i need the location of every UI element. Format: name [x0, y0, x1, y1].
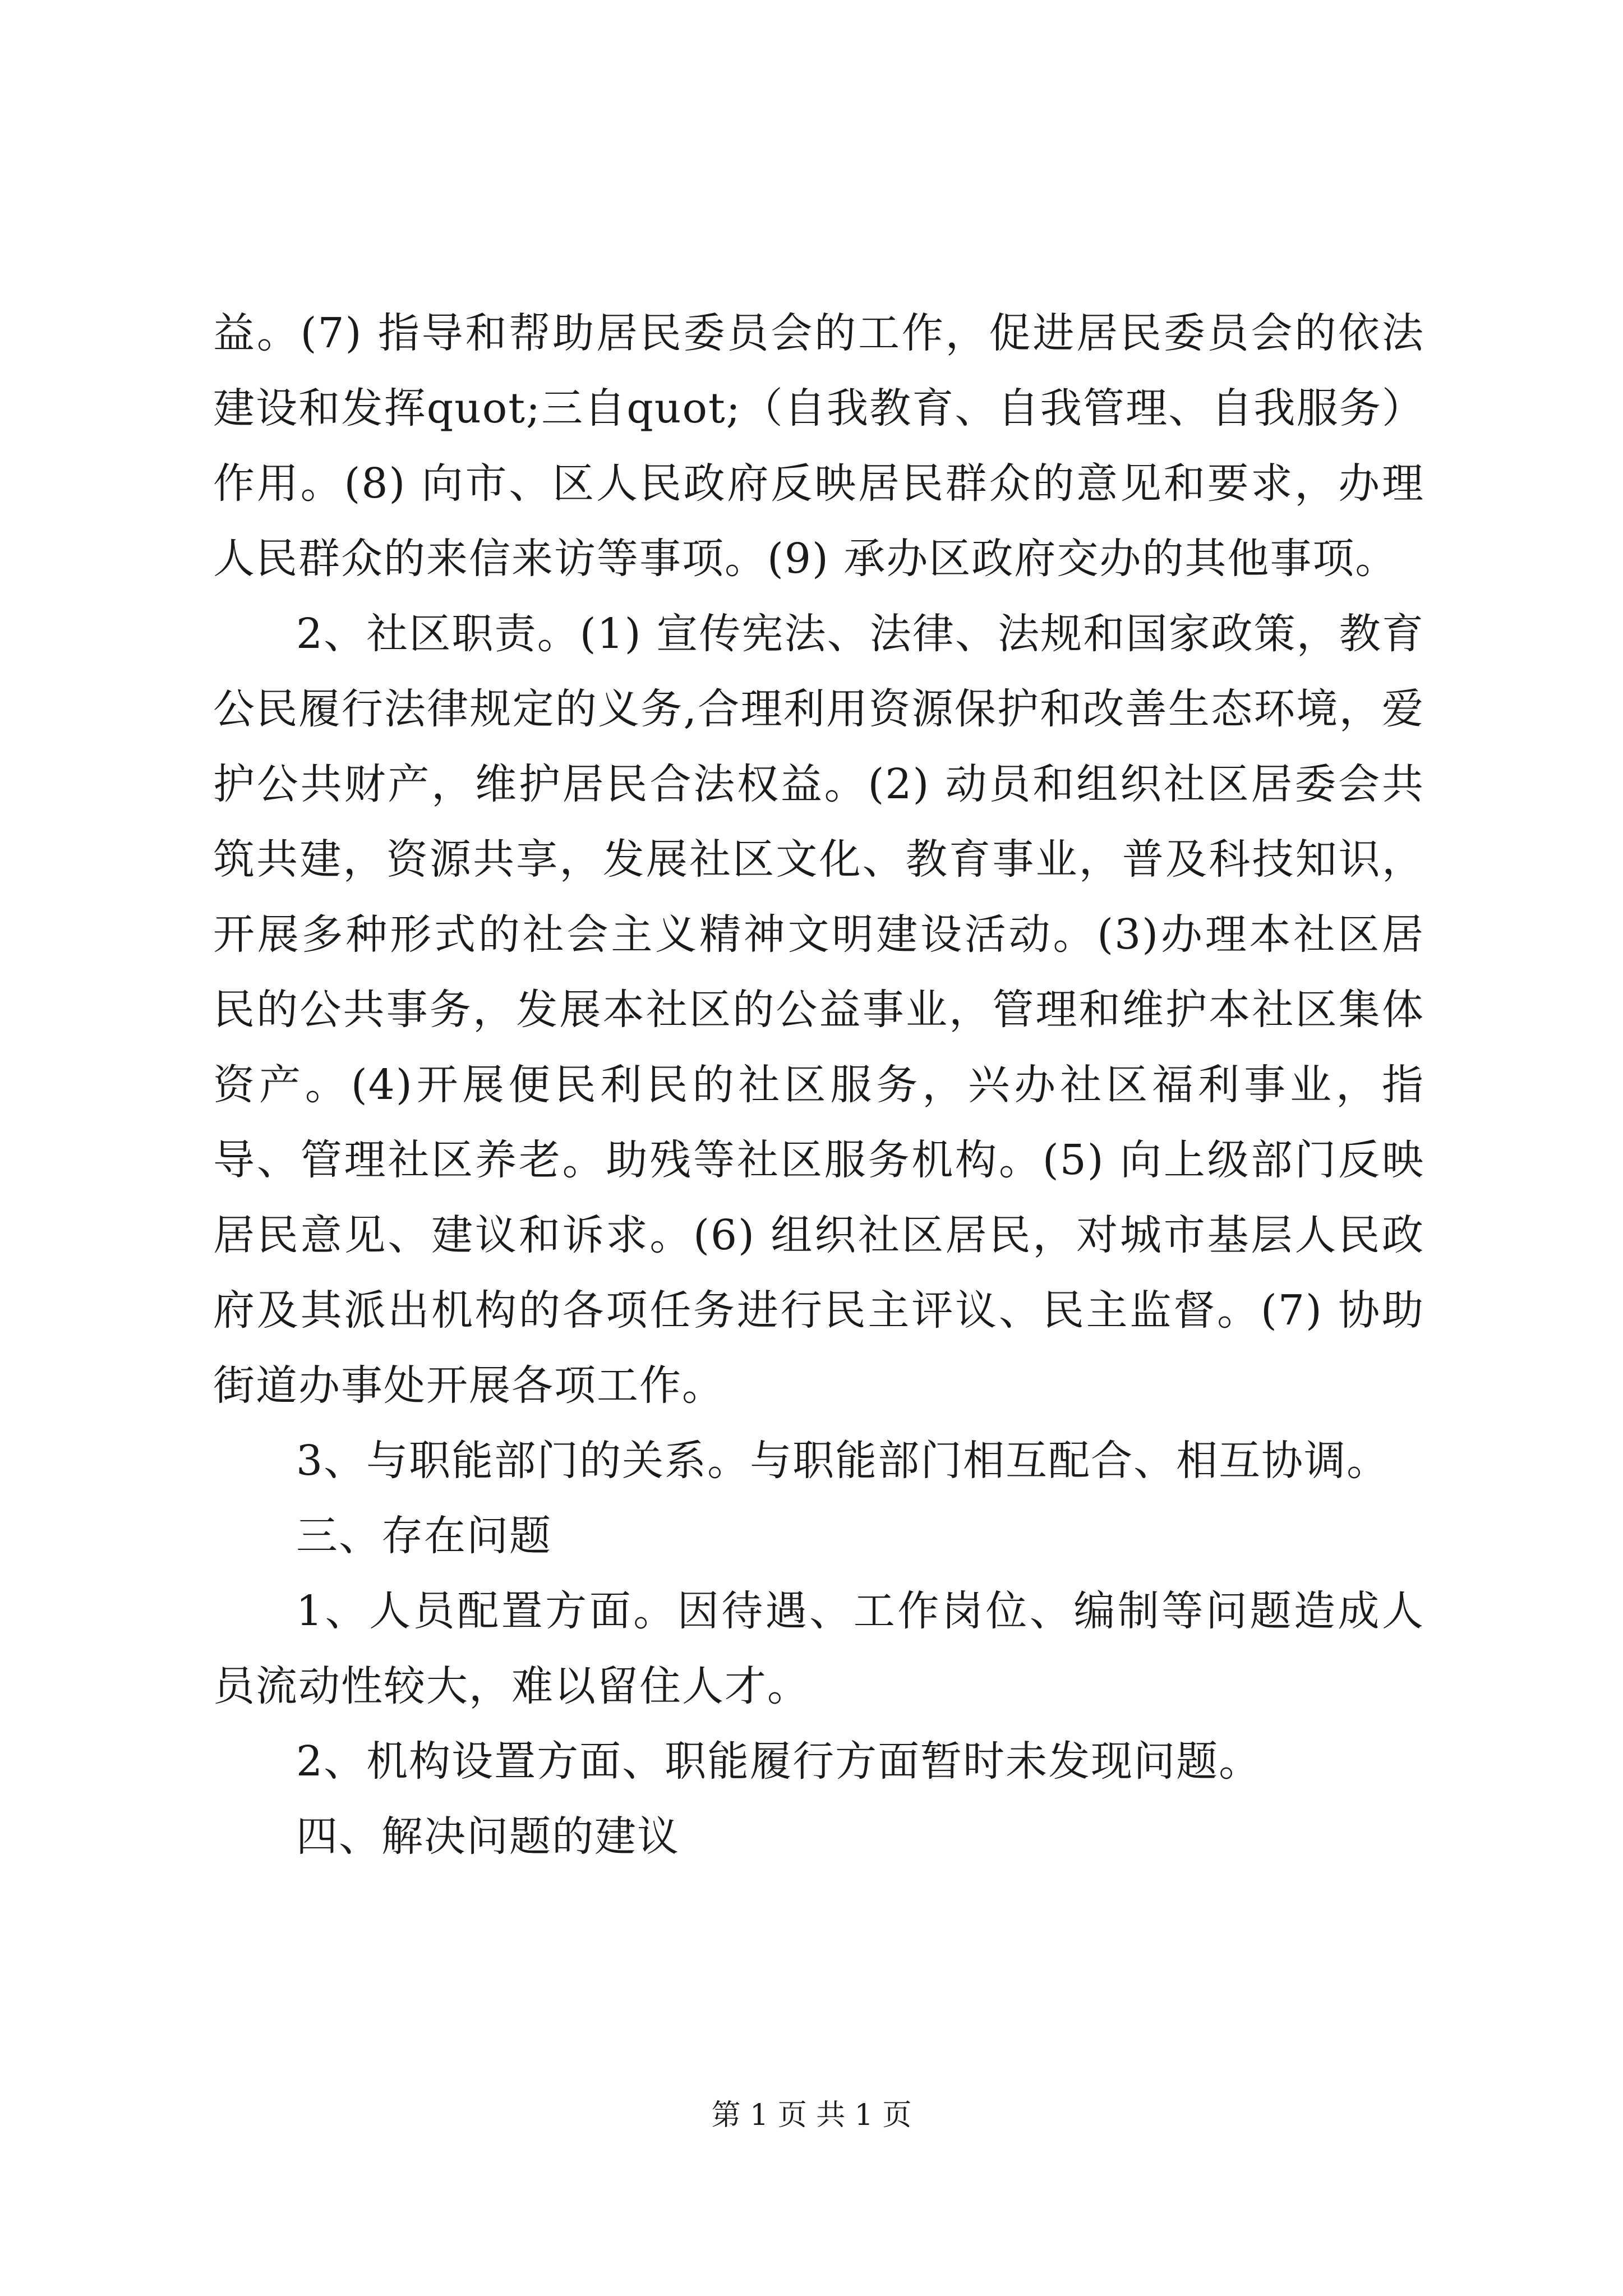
page-number-footer: 第 1 页 共 1 页 — [711, 2099, 912, 2132]
paragraph-continuation: 益。(7) 指导和帮助居民委员会的工作，促进居民委员会的依法建设和发挥quot;三自quot;（自我教育、自我管理、自我服务）作用。(8) 向市、区人民政府反映居民群众的意见和要求，办理人民群众的来信来访等事项。(9) 承办区政府交办的其他事项。 — [213, 309, 1424, 583]
paragraph-department-relations: 3、与职能部门的关系。与职能部门相互配合、相互协调。 — [296, 1437, 1390, 1485]
paragraph-community-duties: 2、社区职责。(1) 宣传宪法、法律、法规和国家政策，教育公民履行法律规定的义务,合理利用资源保护和改善生态环境，爱护公共财产，维护居民合法权益。(2) 动员和组织社区居委会共筑共建，资源共享，发展社区文化、教育事业，普及科技知识，开展多种形式的社会主义精神文明建设活动。(3)办理本社区居民的公共事务，发展本社区的公益事业，管理和维护本社区集体资产。(4)开展便民利民的社区服务，兴办社区福利事业，指导、管理社区养老。助残等社区服务机构。(5) 向上级部门反映居民意见、建议和诉求。(6) 组织社区居民，对城市基层人民政府及其派出机构的各项任务进行民主评议、民主监督。(7) 协助街道办事处开展各项工作。 — [213, 610, 1424, 1410]
document-body — [213, 296, 1424, 1874]
paragraph-structure-issue: 2、机构设置方面、职能履行方面暂时未发现问题。 — [296, 1737, 1262, 1786]
section-heading-problems: 三、存在问题 — [296, 1512, 552, 1560]
section-heading-suggestions: 四、解决问题的建议 — [296, 1812, 680, 1861]
paragraph-staffing-issue: 1、人员配置方面。因待遇、工作岗位、编制等问题造成人员流动性较大，难以留住人才。 — [213, 1587, 1424, 1710]
